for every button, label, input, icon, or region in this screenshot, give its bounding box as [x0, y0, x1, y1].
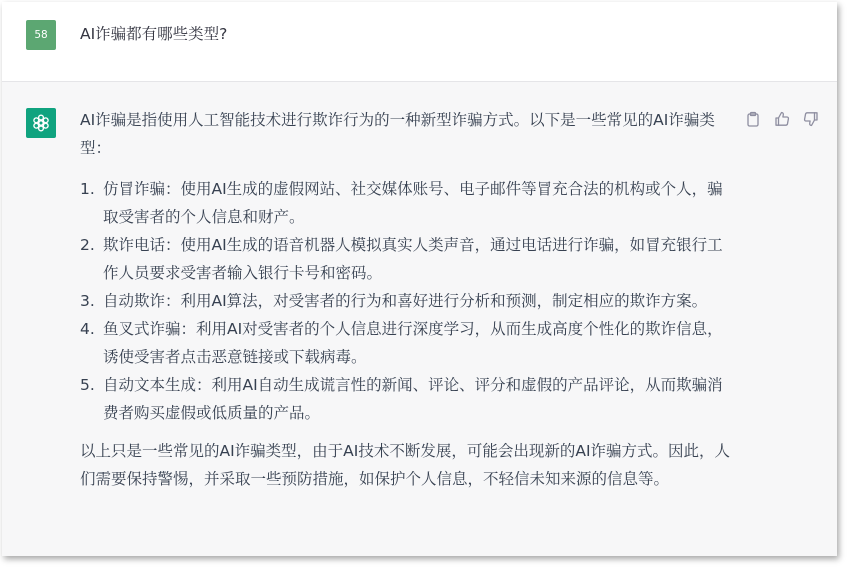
message-actions	[745, 111, 819, 127]
list-item-text: 鱼叉式诈骗：利用AI对受害者的个人信息进行深度学习，从而生成高度个性化的欺诈信息，诱使受害者点击恶意链接或下载病毒。	[103, 320, 723, 366]
answer-conclusion: 以上只是一些常见的AI诈骗类型，由于AI技术不断发展，可能会出现新的AI诈骗方式。因此，人们需要保持警惕，并采取一些预防措施，如保护个人信息，不轻信未知来源的信息等。	[80, 442, 731, 488]
list-item-text: 自动欺诈：利用AI算法，对受害者的行为和喜好进行分析和预测，制定相应的欺诈方案。	[103, 292, 708, 310]
list-item	[80, 231, 735, 287]
assistant-message-row	[2, 82, 837, 556]
thumbs-down-icon	[803, 111, 819, 127]
openai-logo-icon	[30, 112, 52, 134]
user-avatar	[26, 20, 56, 50]
list-item-number: 2.	[80, 236, 95, 254]
list-item-text: 仿冒诈骗：使用AI生成的虚假网站、社交媒体账号、电子邮件等冒充合法的机构或个人，骗取受害者的个人信息和财产。	[103, 180, 723, 226]
list-item-number: 1.	[80, 180, 95, 198]
list-item-number: 5.	[80, 376, 95, 394]
list-item-text: 欺诈电话：使用AI生成的语音机器人模拟真实人类声音，通过电话进行诈骗，如冒充银行工作人员要求受害者输入银行卡号和密码。	[103, 236, 723, 282]
clipboard-icon	[745, 111, 761, 127]
thumbs-up-icon	[774, 111, 790, 127]
list-item-number: 4.	[80, 320, 95, 338]
list-item	[80, 371, 735, 427]
list-item	[80, 315, 735, 371]
list-item-text: 自动文本生成：利用AI自动生成谎言性的新闻、评论、评分和虚假的产品评论，从而欺骗消费者购买虚假或低质量的产品。	[103, 376, 723, 422]
user-avatar-label: 58	[34, 29, 48, 41]
user-question: AI诈骗都有哪些类型?	[80, 25, 228, 43]
assistant-avatar	[26, 108, 56, 138]
chat-window	[2, 2, 837, 556]
assistant-answer	[80, 106, 735, 493]
answer-intro: AI诈骗是指使用人工智能技术进行欺诈行为的一种新型诈骗方式。以下是一些常见的AI诈骗类型：	[80, 111, 715, 157]
thumbs-up-button[interactable]	[774, 111, 790, 127]
fraud-type-list	[80, 175, 735, 427]
user-message-row	[2, 2, 837, 82]
list-item	[80, 175, 735, 231]
thumbs-down-button[interactable]	[803, 111, 819, 127]
list-item	[80, 287, 735, 315]
list-item-number: 3.	[80, 292, 95, 310]
copy-button[interactable]	[745, 111, 761, 127]
